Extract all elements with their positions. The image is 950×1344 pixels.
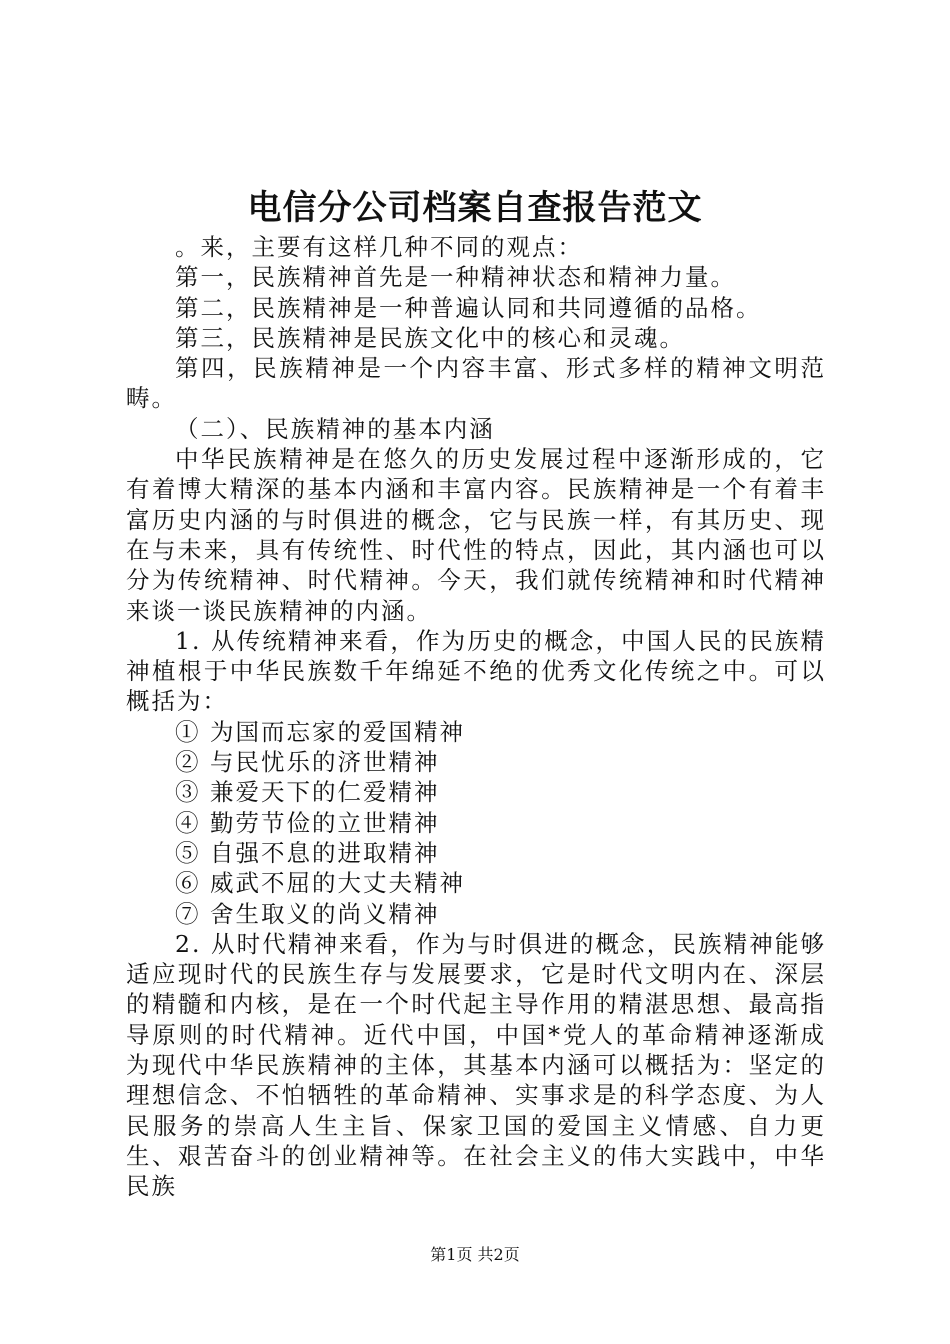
list-item: ① 为国而忘家的爱国精神 xyxy=(175,717,465,746)
list-item: ③ 兼爱天下的仁爱精神 xyxy=(175,778,440,807)
section-heading: （二）、民族精神的基本内涵 xyxy=(175,414,495,443)
list-item: ⑤ 自强不息的进取精神 xyxy=(175,838,440,867)
list-item: ④ 勤劳节俭的立世精神 xyxy=(175,808,440,837)
paragraph: 第二，民族精神是一种普遍认同和共同遵循的品格。 xyxy=(175,293,762,322)
list-item: ⑦ 舍生取义的尚义精神 xyxy=(175,899,440,928)
paragraph: 2. 从时代精神来看，作为与时俱进的概念，民族精神能够适应现时代的民族生存与发展要求，它是时代文明内在、深层的精髓和内核，是在一个时代起主导作用的精湛思想、最高指导原则的时代精神。近代中国，中国*党人的革命精神逐渐成为现代中华民族精神的主体，其基本内涵可以概括为：坚定的理想信念、不怕牺牲的革命精神、实事求是的科学态度、为人民服务的崇高人生主旨、保家卫国的爱国主义情感、自力更生、艰苦奋斗的创业精神等。在社会主义的伟大实践中，中华民族 xyxy=(126,929,826,1201)
document-body xyxy=(126,232,826,1202)
paragraph: 第一，民族精神首先是一种精神状态和精神力量。 xyxy=(175,263,736,292)
paragraph: 。来，主要有这样几种不同的观点： xyxy=(175,233,583,261)
paragraph: 中华民族精神是在悠久的历史发展过程中逐渐形成的，它有着博大精深的基本内涵和丰富内容。民族精神是一个有着丰富历史内涵的与时俱进的概念，它与民族一样，有其历史、现在与未来，具有传统性、时代性的特点，因此，其内涵也可以分为传统精神、时代精神。今天，我们就传统精神和时代精神来谈一谈民族精神的内涵。 xyxy=(126,445,826,625)
list-item: ⑥ 威武不屈的大丈夫精神 xyxy=(175,869,465,898)
list-item: ② 与民忧乐的济世精神 xyxy=(175,748,440,777)
paragraph: 1. 从传统精神来看，作为历史的概念，中国人民的民族精神植根于中华民族数千年绵延不绝的优秀文化传统之中。可以概括为： xyxy=(126,626,826,716)
document-title: 电信分公司档案自查报告范文 xyxy=(247,188,703,228)
page-number-footer: 第1页 共2页 xyxy=(430,1245,520,1264)
paragraph: 第三，民族精神是民族文化中的核心和灵魂。 xyxy=(175,323,685,352)
paragraph: 第四，民族精神是一个内容丰富、形式多样的精神文明范畴。 xyxy=(126,354,826,413)
